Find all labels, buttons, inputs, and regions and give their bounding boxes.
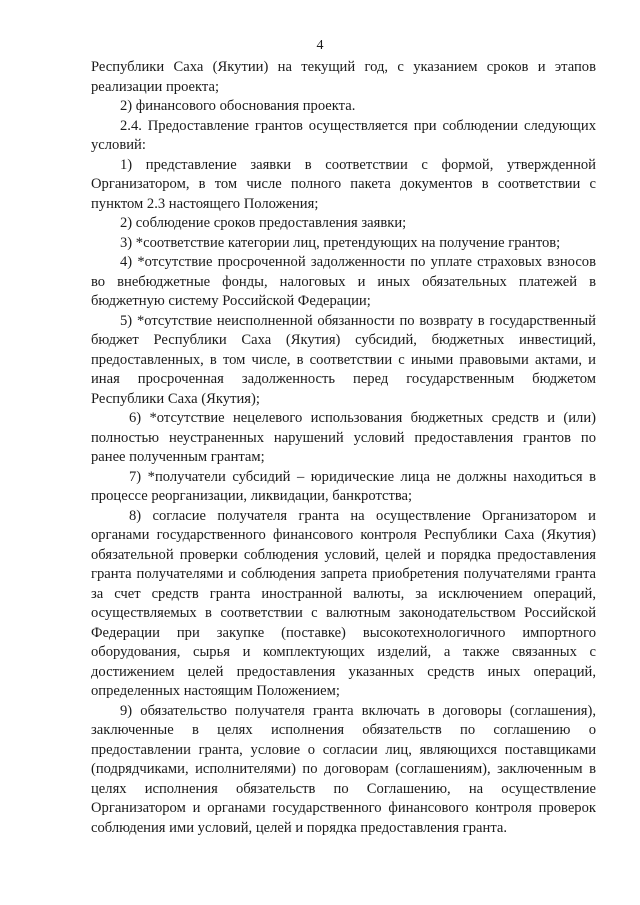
paragraph-condition-2: 2) соблюдение сроков предоставления заявки;: [120, 215, 407, 231]
paragraph-condition-1: 1) представление заявки в соответствии с формой, утвержденной Организатором, в том числе полного пакета документов в соответствии с пунктом 2.3 настоящего Положения;: [91, 156, 596, 212]
paragraph-condition-3: 3) *соответствие категории лиц, претендующих на получение грантов;: [120, 234, 561, 251]
document-body: [91, 58, 596, 838]
paragraph-section-2-4: 2.4. Предоставление грантов осуществляется при соблюдении следующих условий:: [91, 117, 596, 153]
paragraph-condition-8: 8) согласие получателя гранта на осуществление Организатором и органами государственного финансового контроля Республики Саха (Якутия) обязательной проверки соблюдения условий, целей и порядка предоставления гранта получателями и соблюдения запрета приобретения получателями гранта за счет средств гранта иностранной валюты, за исключением операций, осуществляемых в соответствии с валютным законодательством Российской Федерации при закупке (поставке) высокотехнологичного импортного оборудования, сырья и комплектующих изделий, а также связанных с достижением целей предоставления указанных средств иных операций, определенных настоящим Положением;: [91, 507, 596, 699]
paragraph-condition-9: 9) обязательство получателя гранта включать в договоры (соглашения), заключенные в целях исполнения обязательств по соглашению о предоставлении гранта, условие о согласии лиц, являющихся поставщиками (подрядчиками, исполнителями) по договорам (соглашениям), заключенным в целях исполнения обязательств по Соглашению, на осуществление Организатором и органами государственного финансового контроля проверок соблюдения ими условий, целей и порядка предоставления гранта.: [91, 702, 596, 836]
page-number: 4: [316, 38, 324, 53]
paragraph-condition-5: 5) *отсутствие неисполненной обязанности по возврату в государственный бюджет Республики Саха (Якутия) субсидий, бюджетных инвестиций, предоставленных, в том числе, в соответствии с иными правовыми актами, и иная просроченная задолженность перед государственным бюджетом Республики Саха (Якутия);: [91, 312, 596, 407]
paragraph-condition-6: 6) *отсутствие нецелевого использования бюджетных средств и (или) полностью неустраненных нарушений условий предоставления грантов по ранее полученным грантам;: [91, 410, 596, 465]
paragraph-condition-4: 4) *отсутствие просроченной задолженности по уплате страховых взносов во внебюджетные фонды, налоговых и иных обязательных платежей в бюджетную систему Российской Федерации;: [91, 254, 596, 309]
paragraph-condition-7: 7) *получатели субсидий – юридические лица не должны находиться в процессе реорганизации, ликвидации, банкротства;: [91, 468, 596, 504]
paragraph-continuation: Республики Саха (Якутии) на текущий год, с указанием сроков и этапов реализации проекта;: [91, 59, 596, 95]
paragraph-item-2: 2) финансового обоснования проекта.: [120, 98, 356, 114]
